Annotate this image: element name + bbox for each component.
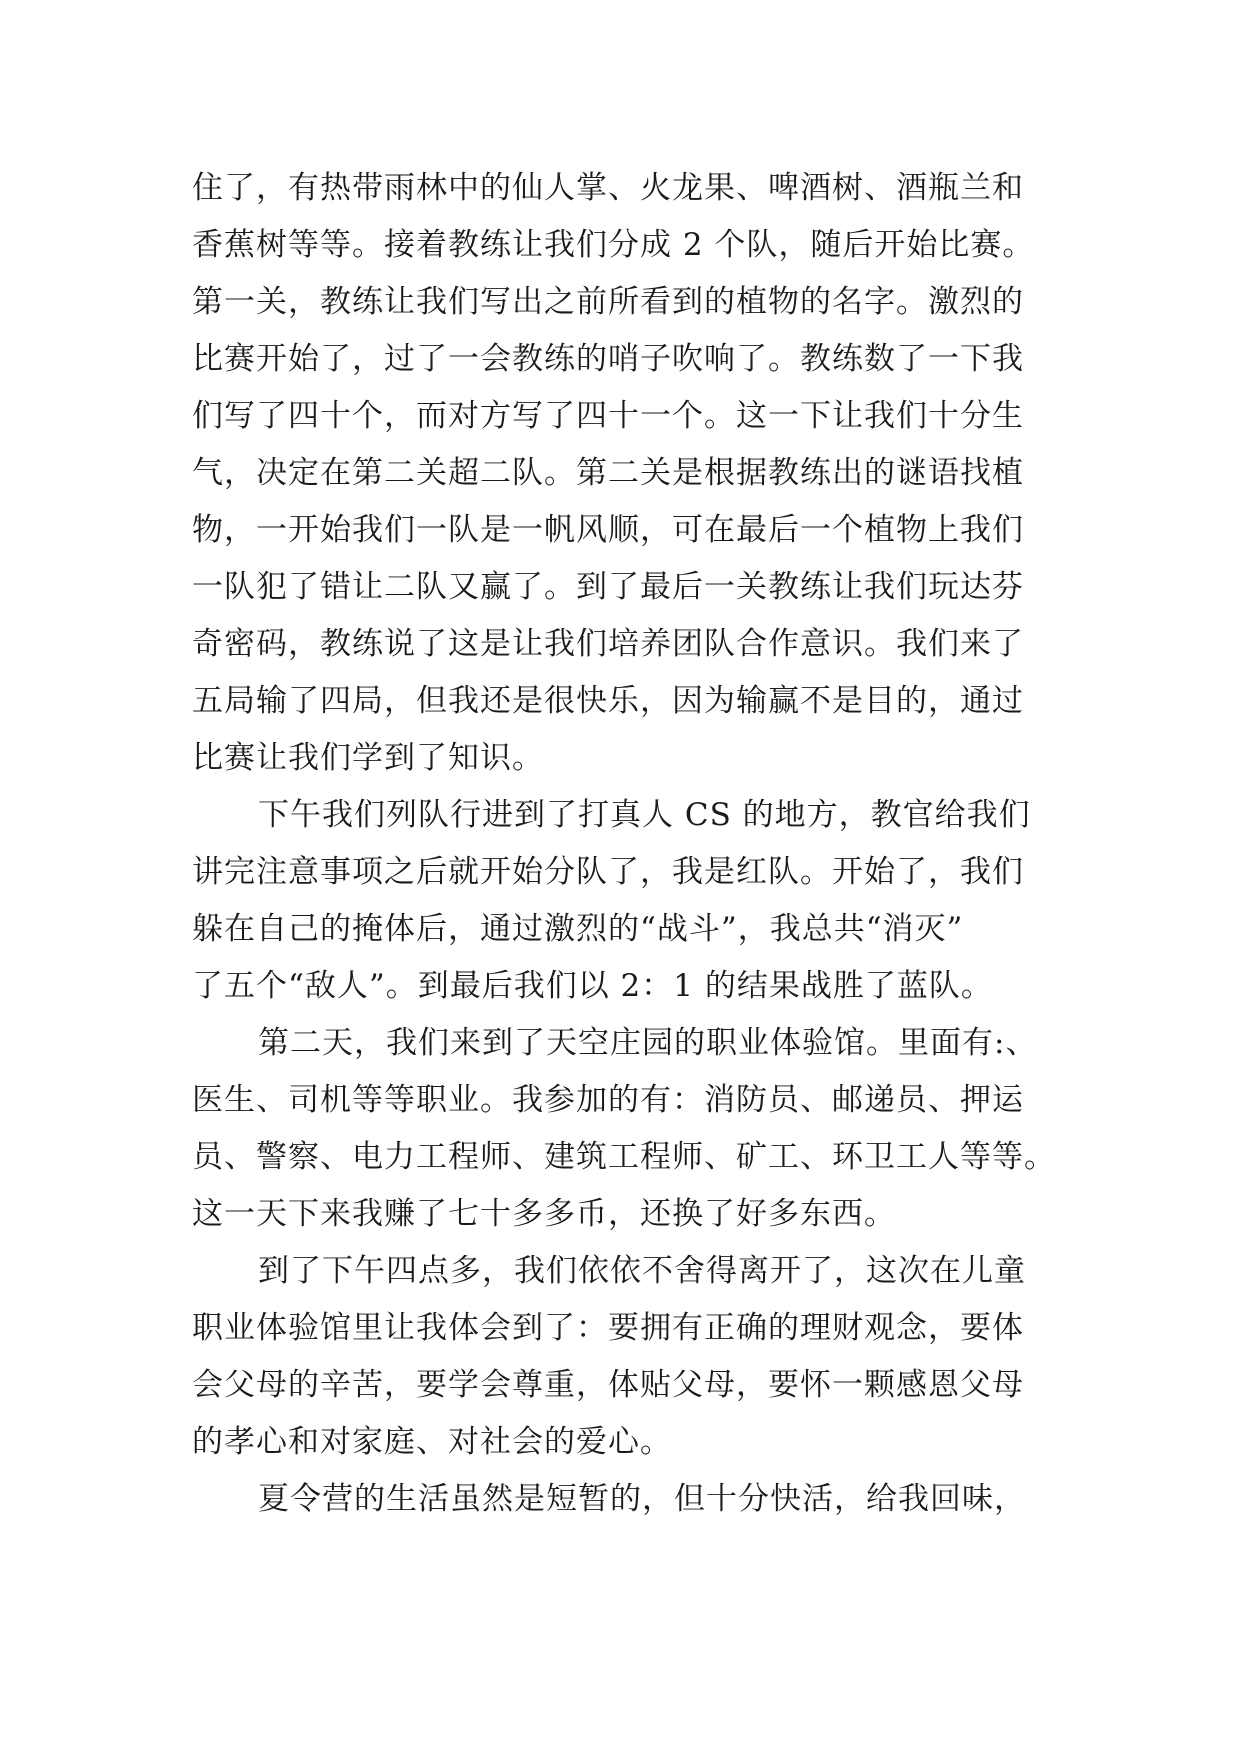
text-line: 一队犯了错让二队又赢了。到了最后一关教练让我们玩达芬 [192, 569, 1024, 605]
text-line: 气，决定在第二关超二队。第二关是根据教练出的谜语找植 [192, 455, 1024, 491]
text-line: 住了，有热带雨林中的仙人掌、火龙果、啤酒树、酒瓶兰和 [192, 170, 1024, 206]
paragraph-first-line: 到了下午四点多，我们依依不舍得离开了，这次在儿童 [258, 1253, 1026, 1289]
text-line: 香蕉树等等。接着教练让我们分成 2 个队，随后开始比赛。 [192, 227, 1035, 263]
text-line: 比赛开始了，过了一会教练的哨子吹响了。教练数了一下我 [192, 341, 1024, 377]
text-line: 医生、司机等等职业。我参加的有：消防员、邮递员、押运 [192, 1082, 1024, 1118]
paragraph-first-line: 夏令营的生活虽然是短暂的，但十分快活，给我回味， [258, 1481, 1026, 1517]
text-line: 比赛让我们学到了知识。 [192, 740, 544, 776]
text-line: 职业体验馆里让我体会到了：要拥有正确的理财观念，要体 [192, 1310, 1024, 1346]
text-line: 躲在自己的掩体后，通过激烈的“战斗”，我总共“消灭” [192, 911, 964, 947]
document-body [192, 160, 1072, 1528]
text-line: 五局输了四局，但我还是很快乐，因为输赢不是目的，通过 [192, 683, 1024, 719]
text-line: 的孝心和对家庭、对社会的爱心。 [192, 1424, 672, 1460]
text-line: 员、警察、电力工程师、建筑工程师、矿工、环卫工人等等。 [192, 1139, 1056, 1175]
text-line: 了五个“敌人”。到最后我们以 2：1 的结果战胜了蓝队。 [192, 968, 993, 1004]
text-line: 会父母的辛苦，要学会尊重，体贴父母，要怀一颗感恩父母 [192, 1367, 1024, 1403]
paragraph-first-line: 第二天，我们来到了天空庄园的职业体验馆。里面有:、 [258, 1025, 1038, 1061]
text-line: 第一关，教练让我们写出之前所看到的植物的名字。激烈的 [192, 284, 1024, 320]
text-line: 这一天下来我赚了七十多多币，还换了好多东西。 [192, 1196, 896, 1232]
text-line: 讲完注意事项之后就开始分队了，我是红队。开始了，我们 [192, 854, 1024, 890]
text-line: 物，一开始我们一队是一帆风顺，可在最后一个植物上我们 [192, 512, 1024, 548]
text-line: 们写了四十个，而对方写了四十一个。这一下让我们十分生 [192, 398, 1024, 434]
paragraph-first-line: 下午我们列队行进到了打真人 CS 的地方，教官给我们 [258, 797, 1031, 833]
text-line: 奇密码，教练说了这是让我们培养团队合作意识。我们来了 [192, 626, 1024, 662]
